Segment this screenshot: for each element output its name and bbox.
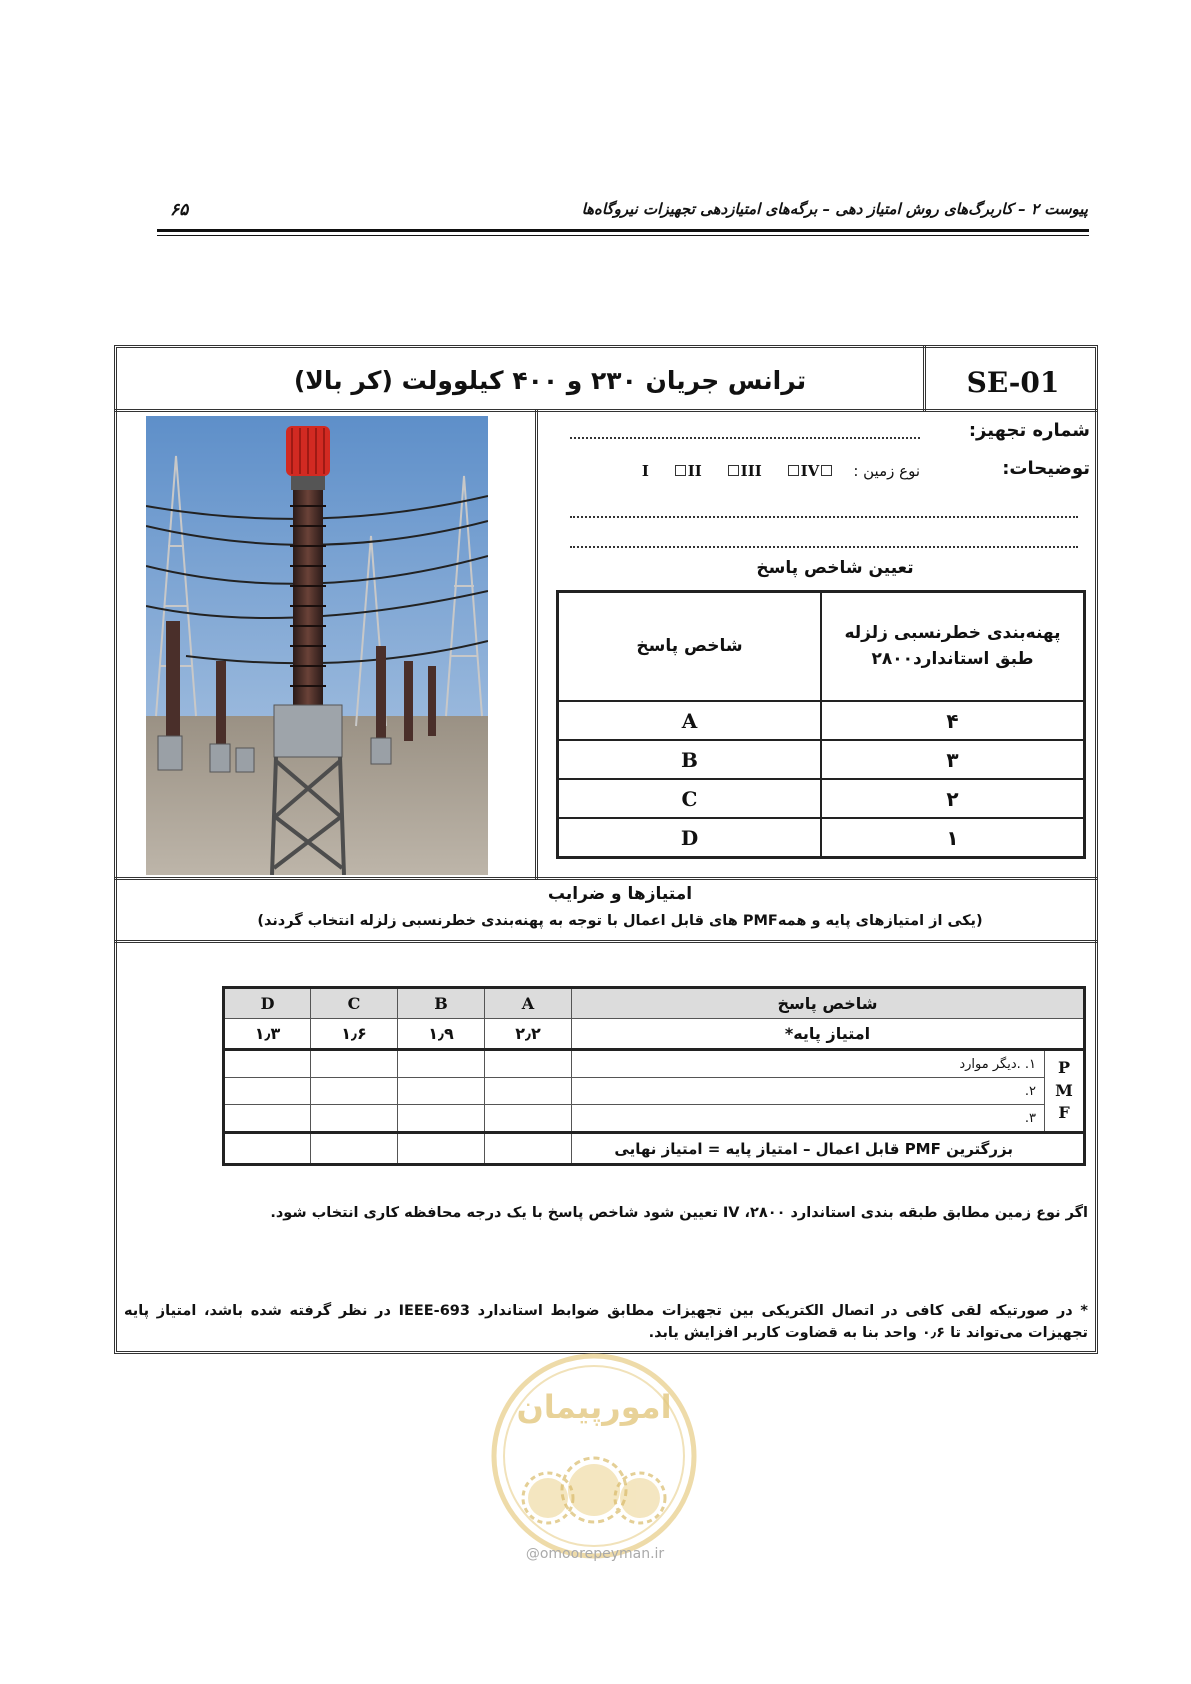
description-field-line-1[interactable] [570,516,1078,518]
pmf-cell[interactable] [398,1105,485,1133]
base-score-c: ۱٫۶ [311,1019,398,1050]
base-score-label: امتیاز پایه* [572,1019,1085,1050]
base-score-row [224,1019,1085,1050]
equipment-number-label: شماره تجهیز: [968,420,1090,441]
response-index-heading: تعیین شاخص پاسخ [756,558,914,578]
zone-cell: ۳ [821,740,1085,779]
ground-type-row [630,462,920,480]
scores-subheading: (یکی از امتیازهای پایه و همهPMF های قابل اعمال با توجه به پهنه‌بندی خطرنسبی زلزله انتخاب گردند) [257,913,983,929]
current-transformer-image [146,416,488,875]
header-rule-thin [157,235,1089,236]
zone-header-line-2: طبق استاندارد۲۸۰۰ [871,648,1034,669]
response-index-header: شاخص پاسخ [572,988,1085,1019]
base-score-d: ۱٫۳ [224,1019,311,1050]
equipment-number-field[interactable] [570,437,920,439]
pmf-cell[interactable] [224,1105,311,1133]
divider-scores-heading [114,940,1098,943]
score-table [222,986,1086,1166]
equipment-code: SE-01 [966,366,1060,399]
ground-checkbox-i[interactable] [821,465,832,476]
pmf-label: ۱. .دیگر موارد [572,1050,1045,1078]
footnote: * در صورتیکه لقی کافی در اتصال الکتریکی بین تجهیزات مطابق ضوابط استاندارد IEEE-693 در نظر گرفته شده باشد، امتیاز پایه تجهیزات می‌تواند تا ۰٫۶ واحد بنا به قضاوت کاربر افزایش یابد. [124,1303,1088,1342]
index-cell: D [558,818,822,858]
base-score-a: ۲٫۲ [485,1019,572,1050]
equipment-title: ترانس جریان ۲۳۰ و ۴۰۰ کیلوولت (کر بالا) [293,366,807,395]
index-cell: C [558,779,822,818]
pmf-row [224,1050,1085,1078]
pmf-letter-f: F [1058,1103,1070,1123]
zone-cell: ۴ [821,701,1085,740]
ground-class-i: I [641,462,649,480]
equipment-photo [146,416,488,875]
description-label: توضیحات: [1002,458,1090,479]
final-score-row [224,1133,1085,1165]
ground-checkbox-iii[interactable] [728,465,739,476]
pmf-letter-p: P [1057,1058,1071,1078]
final-score-d[interactable] [224,1133,311,1165]
ground-class-ii: II [687,462,702,480]
divider-photo-bottom [114,877,1098,880]
pmf-row [224,1105,1085,1133]
ground-class-iv: IV [800,462,820,480]
running-header-title: پیوست ۲ – کاربرگ‌های روش امتیاز دهی – برگه‌های امتیازدهی تجهیزات نیروگاه‌ها [581,200,1088,218]
final-score-c[interactable] [311,1133,398,1165]
ground-type-note: اگر نوع زمین مطابق طبقه بندی استاندارد ۲۸۰۰، IV تعیین شود شاخص پاسخ با یک درجه محافظه کاری انتخاب شود. [270,1205,1088,1221]
watermark-seal [486,1348,702,1564]
score-header-row [224,988,1085,1019]
pmf-cell[interactable] [398,1050,485,1078]
zone-cell: ۲ [821,779,1085,818]
pmf-cell[interactable] [311,1050,398,1078]
divider-photo [535,409,538,880]
pmf-cell[interactable] [224,1078,311,1105]
zone-cell: ۱ [821,818,1085,858]
pmf-row [224,1078,1085,1105]
pmf-letters [1045,1050,1085,1133]
column-header-a: A [485,988,572,1019]
response-index-table [556,590,1086,859]
scores-heading: امتیازها و ضرایب [547,884,693,904]
table-row [558,701,1085,740]
pmf-cell[interactable] [311,1078,398,1105]
column-header-b: B [398,988,485,1019]
pmf-cell[interactable] [311,1105,398,1133]
pmf-cell[interactable] [485,1050,572,1078]
pmf-cell[interactable] [398,1078,485,1105]
zone-column-header [821,592,1085,702]
zone-header-line-1: پهنه‌بندی خطرنسبی زلزله [844,623,1061,643]
header-rule [157,229,1089,232]
index-column-header: شاخص پاسخ [558,592,822,702]
final-score-label: بزرگترین PMF قابل اعمال – امتیاز پایه = امتیاز نهایی [572,1133,1085,1165]
divider-code [923,345,926,412]
pmf-label: ۳. [572,1105,1045,1133]
seal-text: امورپیمان [516,1388,672,1426]
pmf-letter-m: M [1055,1080,1073,1100]
final-score-a[interactable] [485,1133,572,1165]
column-header-d: D [224,988,311,1019]
base-score-b: ۱٫۹ [398,1019,485,1050]
ground-checkbox-ii[interactable] [675,465,686,476]
divider-title [114,409,1098,412]
table-row [558,740,1085,779]
ground-type-label: نوع زمین : [853,462,920,480]
pmf-cell[interactable] [485,1078,572,1105]
final-score-b[interactable] [398,1133,485,1165]
index-cell: A [558,701,822,740]
pmf-label: ۲. [572,1078,1045,1105]
index-cell: B [558,740,822,779]
ground-checkbox-iv[interactable] [788,465,799,476]
column-header-c: C [311,988,398,1019]
pmf-cell[interactable] [224,1050,311,1078]
page-number: ۶۵ [170,200,189,220]
table-row [558,818,1085,858]
table-row [558,779,1085,818]
description-field-line-2[interactable] [570,546,1078,548]
pmf-cell[interactable] [485,1105,572,1133]
watermark-url: @omoorepeyman.ir [525,1546,665,1562]
seal-logo-icon [486,1348,702,1564]
ground-class-iii: III [740,462,762,480]
response-index-header-row [558,592,1085,702]
